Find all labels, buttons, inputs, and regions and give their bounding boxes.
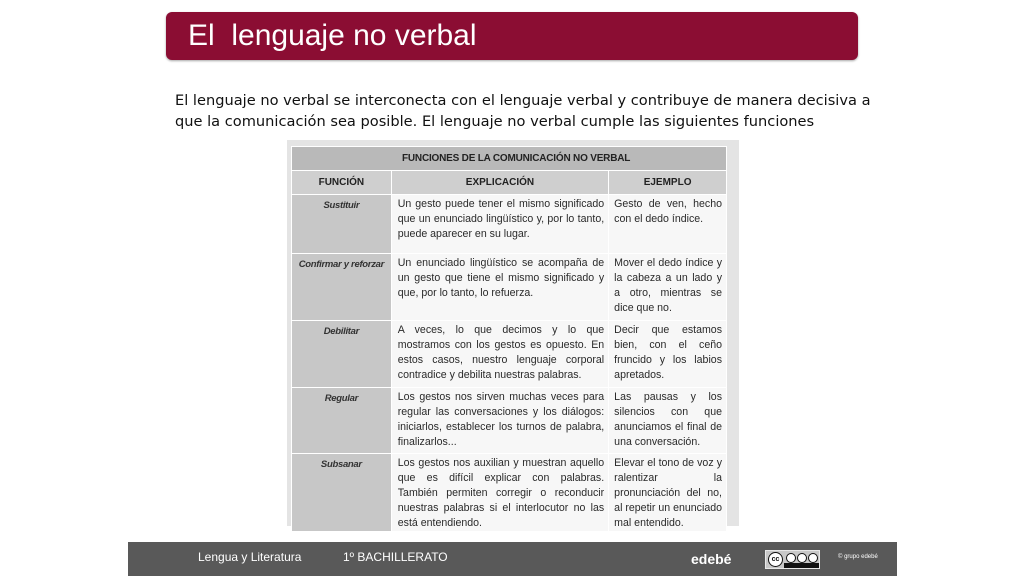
creative-commons-badge [765,550,820,569]
row-example: Decir que estamos bien, con el ceño fruncido y los labios apretados. [609,321,727,388]
header-ejemplo: EJEMPLO [609,171,727,195]
row-explanation: Un enunciado lingüístico se acompaña de un gesto que tiene el mismo significado y que, por lo tanto, lo refuerza. [391,254,608,321]
row-explanation: Un gesto puede tener el mismo significado que un enunciado lingüístico y, por lo tanto, puede aparecer en su lugar. [391,195,608,254]
slide-title: El lenguaje no verbal [188,19,477,52]
row-example: Gesto de ven, hecho con el dedo índice. [609,195,727,254]
by-icon [786,553,796,563]
nc-icon [797,553,807,563]
row-explanation: Los gestos nos sirven muchas veces para regular las conversaciones y los diálogos: iniciarlos, establecer los turnos de palabra, finalizarlos... [391,388,608,454]
functions-table [291,146,727,532]
table-row [292,195,727,254]
license-strip [784,563,819,568]
row-function: Debilitar [292,321,392,388]
row-example: Mover el dedo índice y la cabeza a un lado y a otro, mientras se dice que no. [609,254,727,321]
sa-icon [808,553,818,563]
cc-icon: cc [768,552,783,567]
table-row [292,254,727,321]
table-caption-row [292,147,727,171]
row-function: Sustituir [292,195,392,254]
header-funcion: FUNCIÓN [292,171,392,195]
footer-level: 1º BACHILLERATO [343,550,448,564]
row-function: Subsanar [292,454,392,532]
row-explanation: Los gestos nos auxilian y muestran aquello que es difícil explicar con palabras. También permiten corregir o reconducir nuestras palabras si el interlocutor no las está entendiendo. [391,454,608,532]
title-bar [166,12,858,60]
header-explicacion: EXPLICACIÓN [391,171,608,195]
table-header-row [292,171,727,195]
row-example: Elevar el tono de voz y ralentizar la pronunciación del no, al repetir un enunciado mal entendido. [609,454,727,532]
footer-copyright: © grupo edebé [838,554,878,560]
footer-subject: Lengua y Literatura [198,550,302,564]
table-row [292,388,727,454]
footer-brand-logo: edebé [691,551,732,567]
intro-paragraph: El lenguaje no verbal se interconecta con el lenguaje verbal y contribuye de manera decisiva a que la comunicación sea posible. El lenguaje no verbal cumple las siguientes funciones [175,92,871,130]
table-row [292,454,727,532]
row-function: Regular [292,388,392,454]
row-example: Las pausas y los silencios con que anunciamos el final de una conversación. [609,388,727,454]
functions-table-image [287,140,739,529]
table-row [292,321,727,388]
row-function: Confirmar y reforzar [292,254,392,321]
row-explanation: A veces, lo que decimos y lo que mostramos con los gestos es opuesto. En estos casos, nuestro lenguaje corporal contradice y debilita nuestras palabras. [391,321,608,388]
footer-bar [128,542,897,576]
table-caption: FUNCIONES DE LA COMUNICACIÓN NO VERBAL [292,147,727,171]
